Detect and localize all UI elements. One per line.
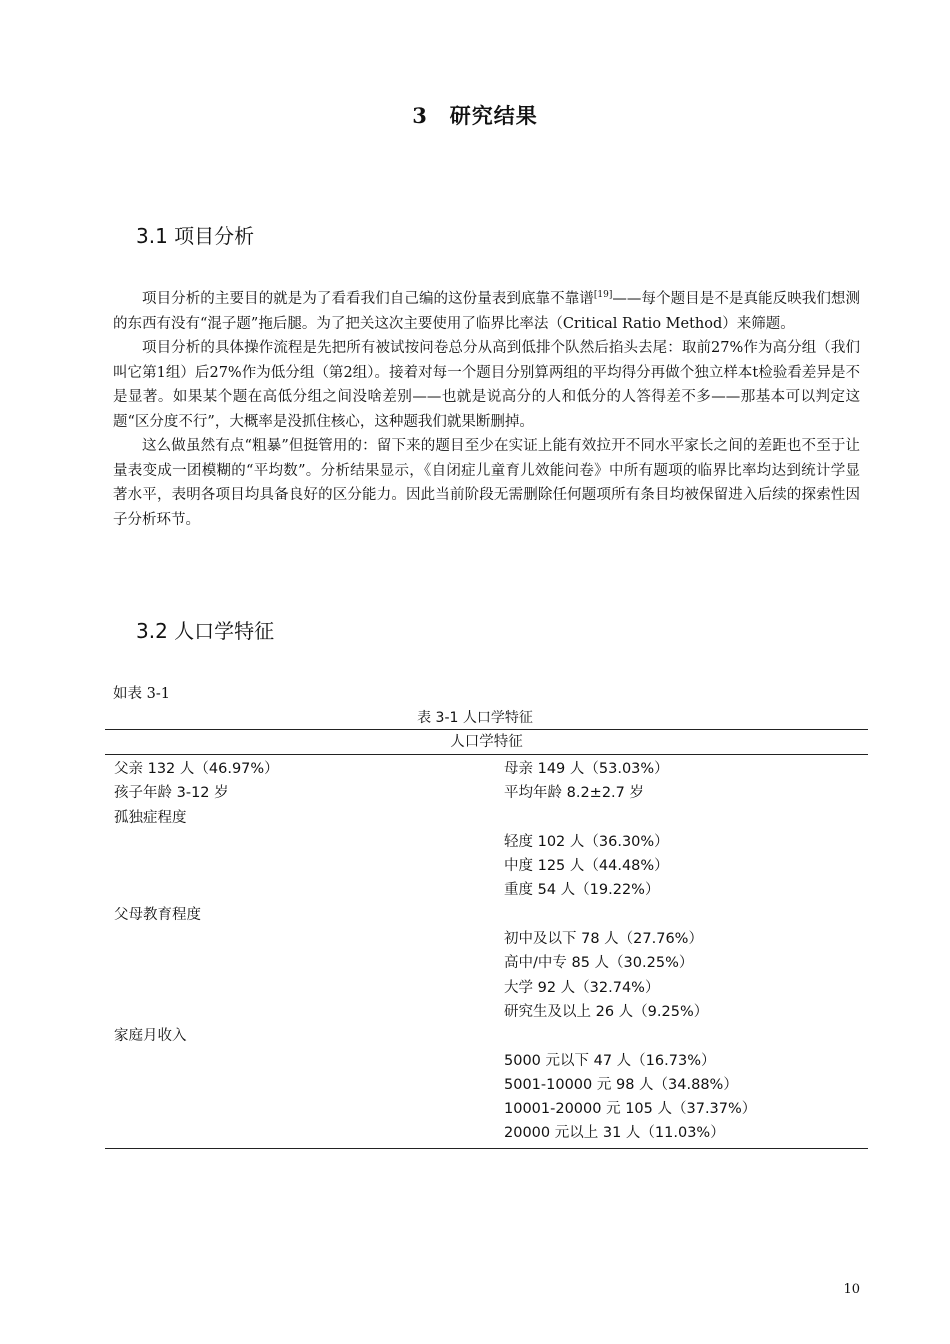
table-cell-value: 大学 92 人（32.74%） xyxy=(504,979,660,996)
table-cell-value: 初中及以下 78 人（27.76%） xyxy=(504,931,703,948)
section-heading-demographics: 3.2 人口学特征 xyxy=(136,619,275,643)
citation-ref: [19] xyxy=(593,290,613,301)
table-caption: 表 3-1 人口学特征 xyxy=(417,710,533,726)
table-cell-value: 母亲 149 人（53.03%） xyxy=(504,761,669,777)
table-cell-category xyxy=(105,1000,504,1024)
chapter-title: 3 研究结果 xyxy=(412,103,538,128)
table-cell-category xyxy=(105,976,504,1000)
table-cell-value: 10001-20000 元 105 人（37.37%） xyxy=(504,1101,757,1118)
table-cell-category xyxy=(105,830,504,854)
table-row xyxy=(105,951,868,975)
table-cell-value xyxy=(504,1024,868,1048)
table-cell-category xyxy=(105,951,504,975)
table-cell-category: 父亲 132 人（46.97%） xyxy=(114,761,279,777)
paragraph-text: 项目分析的主要目的就是为了看看我们自己编的这份量表到底靠不靠谱 xyxy=(142,291,594,307)
item-analysis-body xyxy=(113,287,860,532)
table-row xyxy=(105,781,868,805)
table-cell-value: 5000 元以下 47 人（16.73%） xyxy=(504,1052,716,1069)
table-cell-value: 高中/中专 85 人（30.25%） xyxy=(504,955,694,972)
table-row xyxy=(105,1024,868,1048)
paragraph: 这么做虽然有点“粗暴”但挺管用的：留下来的题目至少在实证上能有效拉开不同水平家长之间的差距也不至于让量表变成一团模糊的“平均数”。分析结果显示，《自闭症儿童育儿效能问卷》中所有题项的临界比率均达到统计学显著水平，表明各项目均具备良好的区分能力。因此当前阶段无需删除任何题项所有条目均被保留进入后续的探索性因子分析环节。 xyxy=(113,438,860,528)
table-row xyxy=(105,1049,868,1073)
table-cell-category xyxy=(105,927,504,951)
table-reference: 如表 3-1 xyxy=(113,686,170,702)
table-cell-value xyxy=(504,903,868,927)
paragraph xyxy=(113,287,860,336)
table-cell-value: 轻度 102 人（36.30%） xyxy=(504,833,669,850)
table-cell-value: 5001-10000 元 98 人（34.88%） xyxy=(504,1076,738,1093)
table-body xyxy=(105,755,868,1148)
table-header: 人口学特征 xyxy=(105,730,868,755)
paragraph: 项目分析的具体操作流程是先把所有被试按问卷总分从高到低排个队然后掐头去尾：取前27%作为高分组（我们叫它第1组）后27%作为低分组（第2组）。接着对每一个题目分别算两组的平均得分再做个独立样本t检验看差异是不是显著。如果某个题在高低分组之间没啥差别——也就是说高分的人和低分的人答得差不多——那基本可以判定这题“区分度不行”，大概率是没抓住核心，这种题我们就果断删掉。 xyxy=(113,340,860,430)
table-cell-value: 平均年龄 8.2±2.7 岁 xyxy=(504,785,644,802)
page-number: 10 xyxy=(843,1282,860,1297)
table-cell-category xyxy=(105,878,504,902)
table-cell-category: 孤独症程度 xyxy=(114,809,187,826)
table-cell-category xyxy=(105,1097,504,1121)
table-row xyxy=(105,903,868,927)
table-cell-category: 家庭月收入 xyxy=(114,1028,187,1045)
table-cell-category: 父母教育程度 xyxy=(114,906,201,923)
table-cell-category xyxy=(105,854,504,878)
table-cell-value: 研究生及以上 26 人（9.25%） xyxy=(504,1003,709,1020)
table-cell-category xyxy=(105,1073,504,1097)
table-row xyxy=(105,1097,868,1121)
table-row xyxy=(105,1073,868,1097)
table-row xyxy=(105,830,868,854)
table-row xyxy=(105,806,868,830)
table-row xyxy=(105,927,868,951)
table-cell-category xyxy=(105,1049,504,1073)
table-row xyxy=(105,878,868,902)
table-cell-category xyxy=(105,1121,504,1145)
demographics-table xyxy=(105,729,868,1149)
table-cell-value: 重度 54 人（19.22%） xyxy=(504,882,660,899)
table-cell-category: 孩子年龄 3-12 岁 xyxy=(114,785,229,802)
table-cell-value: 中度 125 人（44.48%） xyxy=(504,858,669,875)
paragraph-text: ——每个题目是不是真能反映我们想测的东西有没有“混子题”拖后腿。为了把关这次主要使用了临界比率法（Critical Ratio Method）来筛题。 xyxy=(113,291,861,332)
section-heading-item-analysis: 3.1 项目分析 xyxy=(136,224,255,248)
table-cell-value: 20000 元以上 31 人（11.03%） xyxy=(504,1125,725,1142)
table-cell-value xyxy=(504,806,868,830)
table-row xyxy=(105,1121,868,1145)
table-row xyxy=(105,976,868,1000)
table-row xyxy=(105,854,868,878)
table-row xyxy=(105,757,868,781)
table-row xyxy=(105,1000,868,1024)
